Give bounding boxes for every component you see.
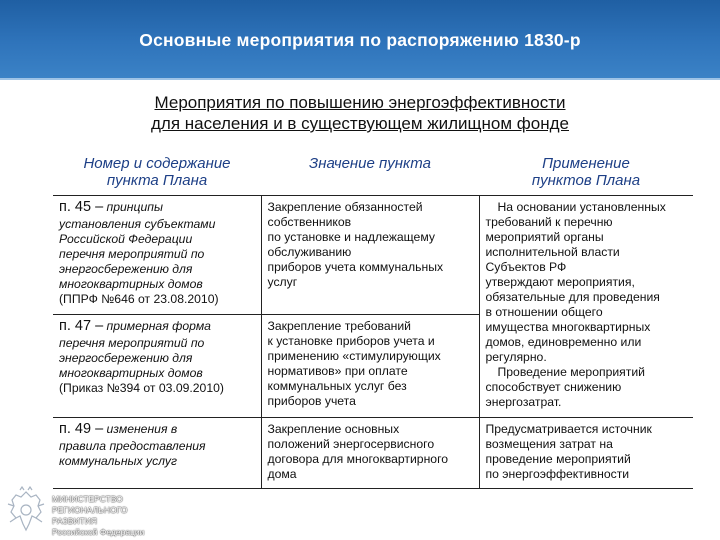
logo-line-2: РЕГИОНАЛЬНОГО РАЗВИТИЯ — [52, 505, 128, 526]
logo-line-1: МИНИСТЕРСТВО — [52, 494, 123, 504]
row-49-number-cell: п. 49 – изменения в правила предоставления коммунальных услуг — [53, 418, 261, 489]
coat-of-arms-icon — [4, 486, 48, 536]
subtitle-line-2: для населения и в существующем жилищном фонде — [151, 114, 569, 133]
table-header-row — [53, 150, 693, 196]
header-bar — [0, 0, 720, 78]
header-col-number: Номер и содержание пункта Плана — [53, 150, 261, 196]
row-47-number-cell: п. 47 – примерная форма перечня мероприятий по энергосбережению для многоквартирных домов (Приказ №394 от 03.09.2010) — [53, 315, 261, 418]
ministry-logo — [4, 486, 156, 538]
slide-title: Основные мероприятия по распоряжению 1830-р — [139, 30, 581, 50]
row-49-application-cell: Предусматривается источник возмещения затрат на проведение мероприятий по энергоэффективности — [479, 418, 693, 489]
application-cell-shared: На основании установленных требований к перечню мероприятий органы исполнительной власти Субъектов РФ утверждают мероприятия, обязательные для проведения в отношении общего имущества многоквартирных домов, единовременно или регулярно. Проведение мероприятий способствует снижению энергозатрат. — [479, 196, 693, 418]
row-47-value-cell: Закрепление требований к установке приборов учета и применению «стимулирующих нормативов» при оплате коммунальных услуг без приборов учета — [261, 315, 479, 418]
logo-line-3: Российской Федерации — [52, 527, 145, 537]
row-45-number-cell: п. 45 – принципы установления субъектами Российской Федерации перечня мероприятий по энергосбережению для многоквартирных домов (ППРФ №646 от 23.08.2010) — [53, 196, 261, 315]
header-col-application: Применение пунктов Плана — [479, 150, 693, 196]
row-45-value-cell: Закрепление обязанностей собственников по установке и надлежащему обслуживанию приборов учета коммунальных услуг — [261, 196, 479, 315]
measures-table — [53, 150, 693, 489]
table-row — [53, 418, 693, 489]
subtitle-line-1: Мероприятия по повышению энергоэффективности — [154, 93, 566, 112]
table-row — [53, 196, 693, 315]
header-divider — [0, 78, 720, 80]
header-col-value: Значение пункта — [261, 150, 479, 196]
slide-subtitle — [60, 92, 660, 134]
row-49-value-cell: Закрепление основных положений энергосервисного договора для многоквартирного дома — [261, 418, 479, 489]
